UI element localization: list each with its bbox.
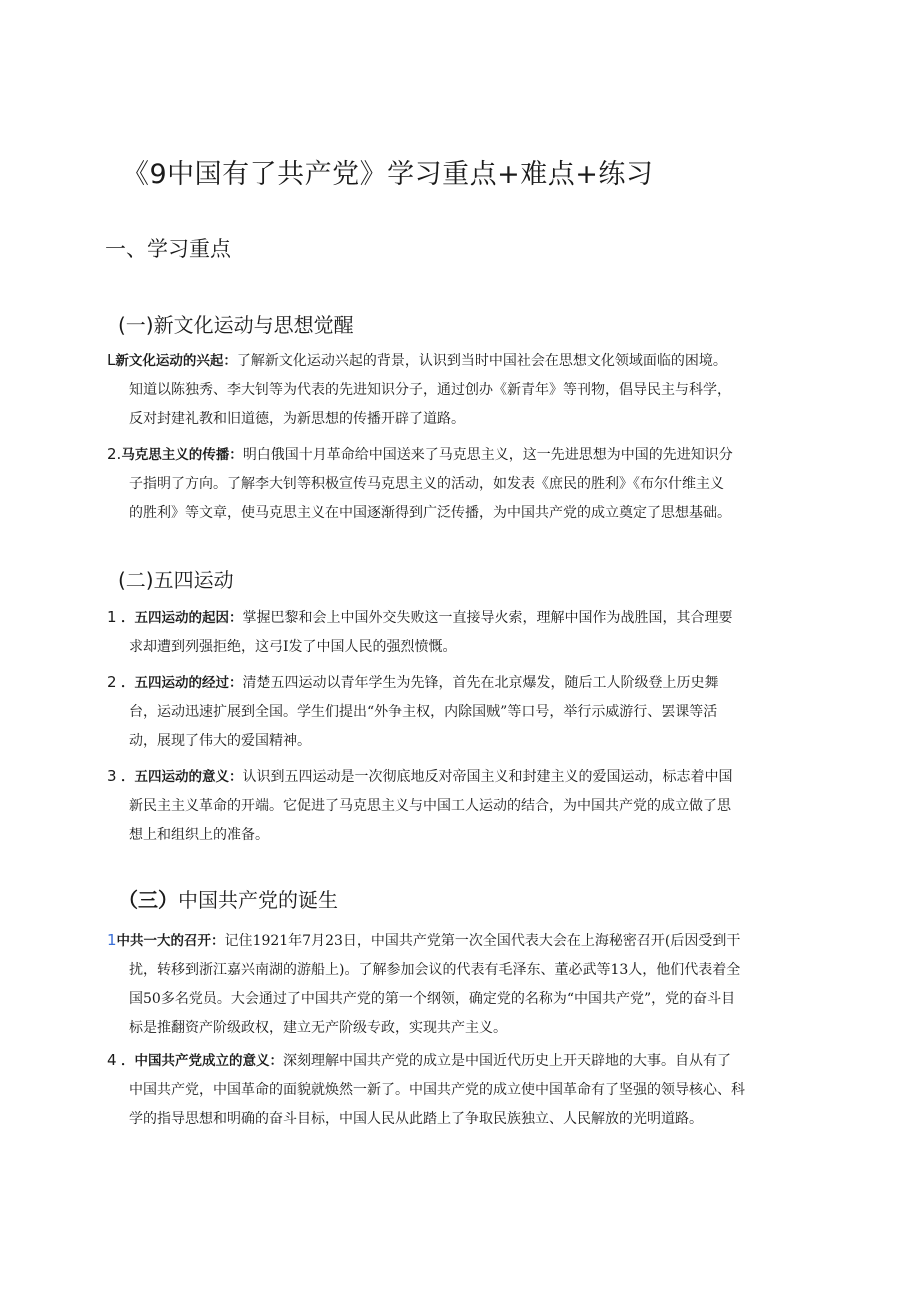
item-text: 子指明了方向。了解李大钊等积极宣传马克思主义的活动，如发表《庶民的胜利》《布尔什维主义 [129,476,724,492]
item-text: 认识到五四运动是一次彻底地反对帝国主义和封建主义的爱国运动，标志着中国 [242,769,733,785]
list-item [107,762,807,850]
item-text: 了解新文化运动兴起的背景，认识到当时中国社会在思想文化领域面临的困境。 [236,353,727,369]
item-text: 清楚五四运动以青年学生为先锋，首先在北京爆发，随后工人阶级登上历史舞 [242,675,719,691]
item-text: 知道以陈独秀、李大钊等为代表的先进知识分子，通过创办《新青年》等刊物，倡导民主与科学， [129,382,731,398]
list-item [107,346,807,434]
list-item [107,926,807,1043]
item-number: 2 [107,673,117,691]
item-text: 想上和组织上的准备。 [129,827,269,843]
item-text: 深刻理解中国共产党的成立是中国近代历史上开天辟地的大事。自从有了 [283,1053,731,1069]
item-text: 标是推翻资产阶级政权，建立无产阶级专政，实现共产主义。 [129,1020,507,1036]
item-lead: ．中国共产党成立的意义： [121,1053,283,1069]
item-text: 台，运动迅速扩展到全国。学生们提出“外争主权，内除国贼”等口号，举行示威游行、罢课等活 [129,704,718,720]
item-text: 国50多名党员。大会通过了中国共产党的第一个纲领，确定党的名称为“中国共产党”，党的奋斗目 [129,991,736,1007]
document-title: 《9中国有了共产党》学习重点+难点+练习 [122,159,654,190]
item-number: 1 [107,608,117,626]
subsection-heading-new-culture: (一)新文化运动与思想觉醒 [118,313,354,337]
item-number: 2. [107,445,122,463]
item-text: 记住1921年7月23日，中国共产党第一次全国代表大会在上海秘密召开(后因受到干 [224,933,741,949]
item-text: 明白俄国十月革命给中国送来了马克思主义，这一先进思想为中国的先进知识分 [242,447,733,463]
item-text: 扰，转移到浙江嘉兴南湖的游船上)。了解参加会议的代表有毛泽东、董必武等13人，他们代表着全 [129,962,741,978]
list-item [107,440,807,528]
heading-text: 中国共产党的诞生 [178,888,338,912]
item-number: 1 [107,931,117,949]
item-number: 4 [107,1051,117,1069]
item-text: 动，展现了伟大的爱国精神。 [129,733,311,749]
list-item [107,1046,807,1134]
item-lead: 中共一大的召开： [116,933,225,949]
heading-number: （三） [118,888,178,912]
item-text: 的胜利》等文章，使马克思主义在中国逐渐得到广泛传播，为中国共产党的成立奠定了思想基础。 [129,505,731,521]
item-text: 学的指导思想和明确的奋斗目标，中国人民从此踏上了争取民族独立、人民解放的光明道路。 [129,1111,703,1127]
item-number: 3 [107,767,117,785]
item-text: 求却遭到列强拒绝，这弓I发了中国人民的强烈愤慨。 [129,639,457,655]
item-lead: 新文化运动的兴起： [115,353,237,369]
item-lead: ．五四运动的起因： [121,610,243,626]
item-lead: ．五四运动的经过： [121,675,243,691]
section-heading-key-points: 一、学习重点 [105,237,231,261]
item-text: 掌握巴黎和会上中国外交失败这一直接导火索，理解中国作为战胜国，其合理要 [242,610,733,626]
item-lead: 马克思主义的传播： [121,447,243,463]
item-text: 中国共产党，中国革命的面貌就焕然一新了。中国共产党的成立使中国革命有了坚强的领导核心、科 [129,1082,745,1098]
list-item [107,603,807,662]
item-text: 新民主主义革命的开端。它促进了马克思主义与中国工人运动的结合，为中国共产党的成立做了思 [129,798,731,814]
subsection-heading-founding [118,884,338,913]
item-number: L [107,351,116,369]
subsection-heading-may-fourth: (二)五四运动 [118,568,234,592]
item-lead: ．五四运动的意义： [121,769,243,785]
list-item [107,668,807,756]
item-text: 反对封建礼教和旧道德，为新思想的传播开辟了道路。 [129,411,465,427]
